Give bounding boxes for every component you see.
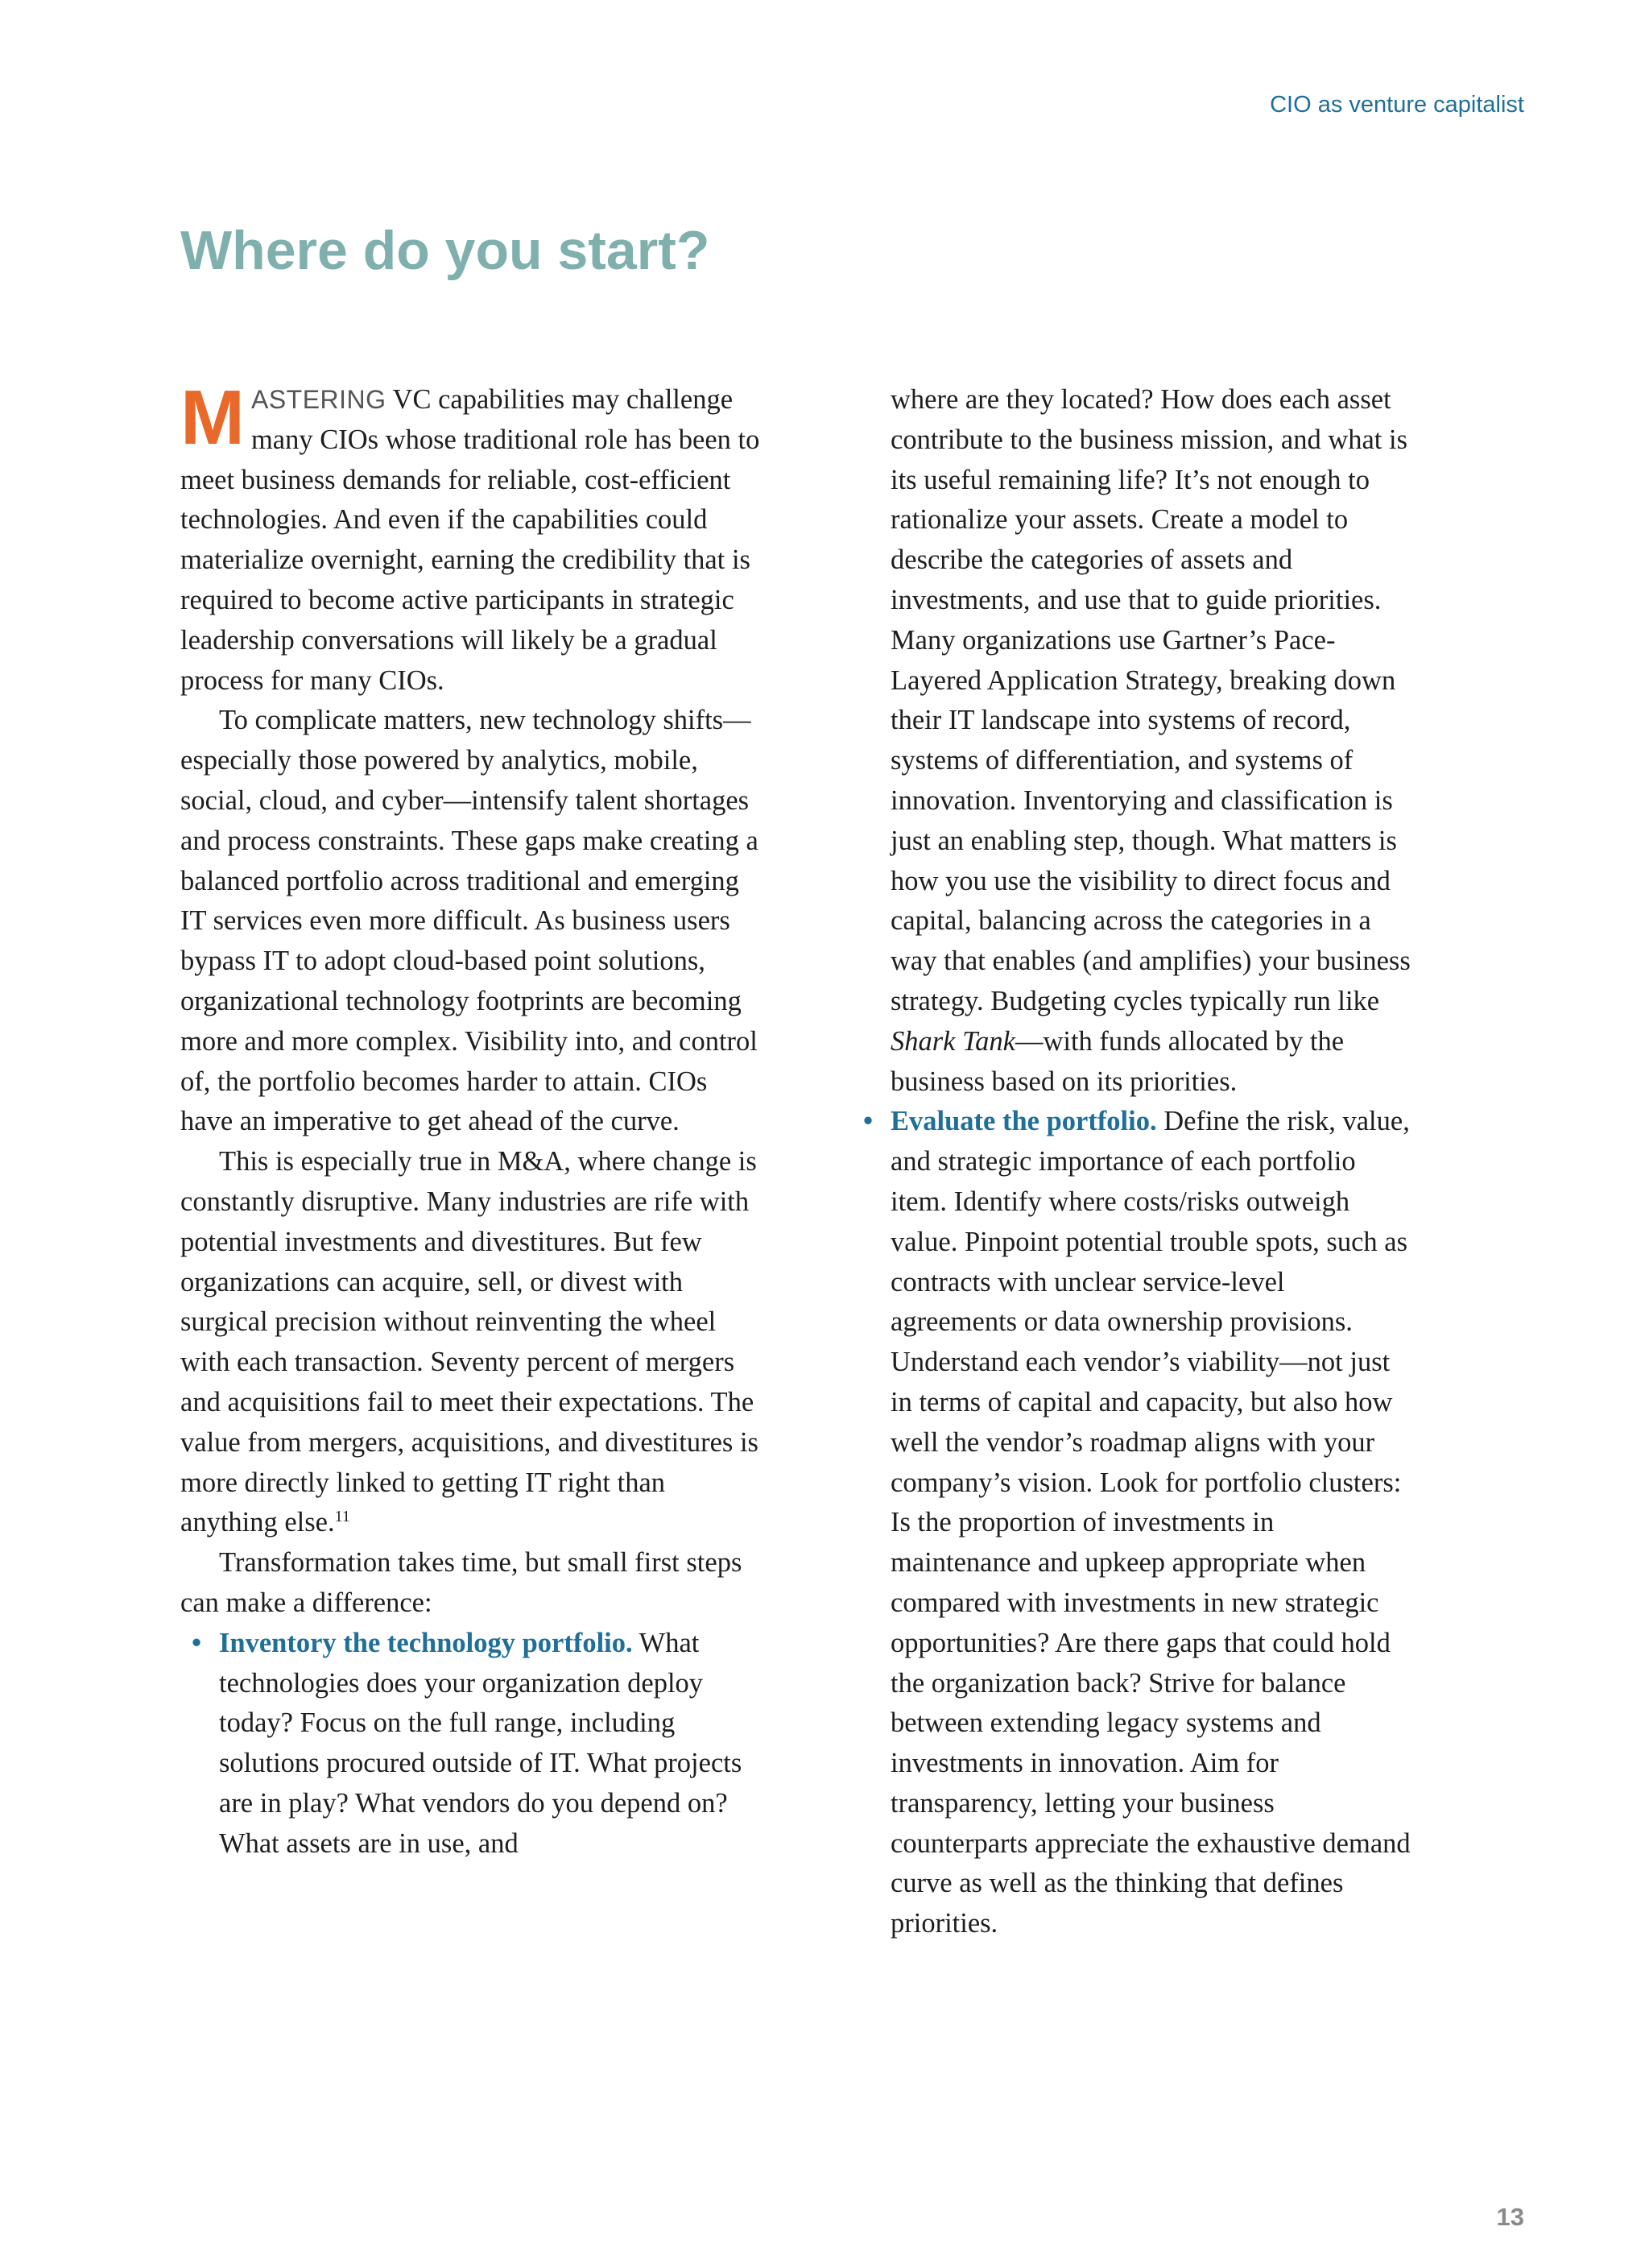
bullet-lead-inventory: Inventory the technology portfolio. — [219, 1627, 633, 1658]
intro-paragraph — [180, 375, 760, 701]
bullet-lead-evaluate: Evaluate the portfolio. — [891, 1106, 1157, 1137]
continuation-italic: Shark Tank — [891, 1025, 1015, 1057]
body-paragraph-3 — [180, 1142, 760, 1543]
bullet-text-evaluate: Define the risk, value, and strategic importance of each portfolio item. Identify where costs/risks outweigh value. Pinpoint potential trouble spots, such as contracts with unclear service-level agreements or data ownership provisions. Understand each vendor’s viability—not just in terms of capital and capacity, but also how well the vendor’s roadmap aligns with your company’s vision. Look for portfolio clusters: Is the proportion of investments in maintenance and upkeep appropriate when compared with investments in new strategic opportunities? Are there gaps that could hold the organization back? Strive for balance between extending legacy systems and investments in innovation. Aim for transparency, letting your business counterparts appreciate the exhaustive demand curve as well as the thinking that defines priorities. — [891, 1106, 1411, 1939]
left-column — [180, 375, 760, 1864]
intro-smallcaps: ASTERING — [250, 385, 386, 414]
bullet-text-inventory: What technologies does your organization deploy today? Focus on the full range, including solutions procured outside of IT. What projects are in play? What vendors do you depend on? What assets are in use, and — [219, 1627, 742, 1859]
intro-text: VC capabilities may challenge many CIOs whose traditional role has been to meet business demands for reliable, cost-efficient technologies. And even if the capabilities could materialize overnight, earning the credibility that is required to become active participants in strategic leadership conversations will likely be a gradual process for many CIOs. — [180, 384, 760, 696]
page-number: 13 — [1496, 2203, 1524, 2231]
bullet-item-evaluate — [852, 1102, 1415, 1944]
drop-cap: M — [180, 375, 245, 461]
body-paragraph-3-text: This is especially true in M&A, where change is constantly disruptive. Many industries are rife with potential investments and divestitures. But few organizations can acquire, sell, or divest with surgical precision without reinventing the wheel with each transaction. Seventy percent of mergers and acquisitions fail to meet their expectations. The value from mergers, acquisitions, and divestitures is more directly linked to getting IT right than anything else. — [180, 1146, 758, 1538]
body-paragraph-4: Transformation takes time, but small first steps can make a difference: — [180, 1547, 742, 1618]
running-header: CIO as venture capitalist — [1270, 92, 1524, 118]
continuation-text-before: where are they located? How does each asset contribute to the business mission, and what is its useful remaining life? It’s not enough to rationalize your assets. Create a model to describe the categories of assets and investments, and use that to guide priorities. Many organizations use Gartner’s Pace-Layered Application Strategy, breaking down their IT landscape into systems of record, systems of differentiation, and systems of innovation. Inventorying and classification is just an enabling step, though. What matters is how you use the visibility to direct focus and capital, balancing across the categories in a way that enables (and amplifies) your business strategy. Budgeting cycles typically run like — [891, 384, 1411, 1016]
bullet-list-right — [852, 1102, 1415, 1944]
bullet-dot-icon: • — [863, 1106, 874, 1137]
continuation-text-after: —with funds allocated by the business based on its priorities. — [891, 1025, 1345, 1097]
body-paragraph-2: To complicate matters, new technology shifts—especially those powered by analytics, mobile, social, cloud, and cyber—intensify talent shortages and process constraints. These gaps make creating a balanced portfolio across traditional and emerging IT services even more difficult. As business users bypass IT to adopt cloud-based point solutions, organizational technology footprints are becoming more and more complex. Visibility into, and control of, the portfolio becomes harder to attain. CIOs have an imperative to get ahead of the curve. — [180, 705, 758, 1137]
page-title: Where do you start? — [180, 220, 710, 281]
right-column — [852, 380, 1415, 1944]
bullet-continuation — [852, 380, 1415, 1102]
footnote-marker: 11 — [334, 1508, 350, 1526]
bullet-continuation-list — [852, 380, 1415, 1102]
bullet-item-inventory — [180, 1624, 760, 1864]
bullet-list-left — [180, 1624, 760, 1864]
bullet-dot-icon: • — [192, 1627, 202, 1658]
